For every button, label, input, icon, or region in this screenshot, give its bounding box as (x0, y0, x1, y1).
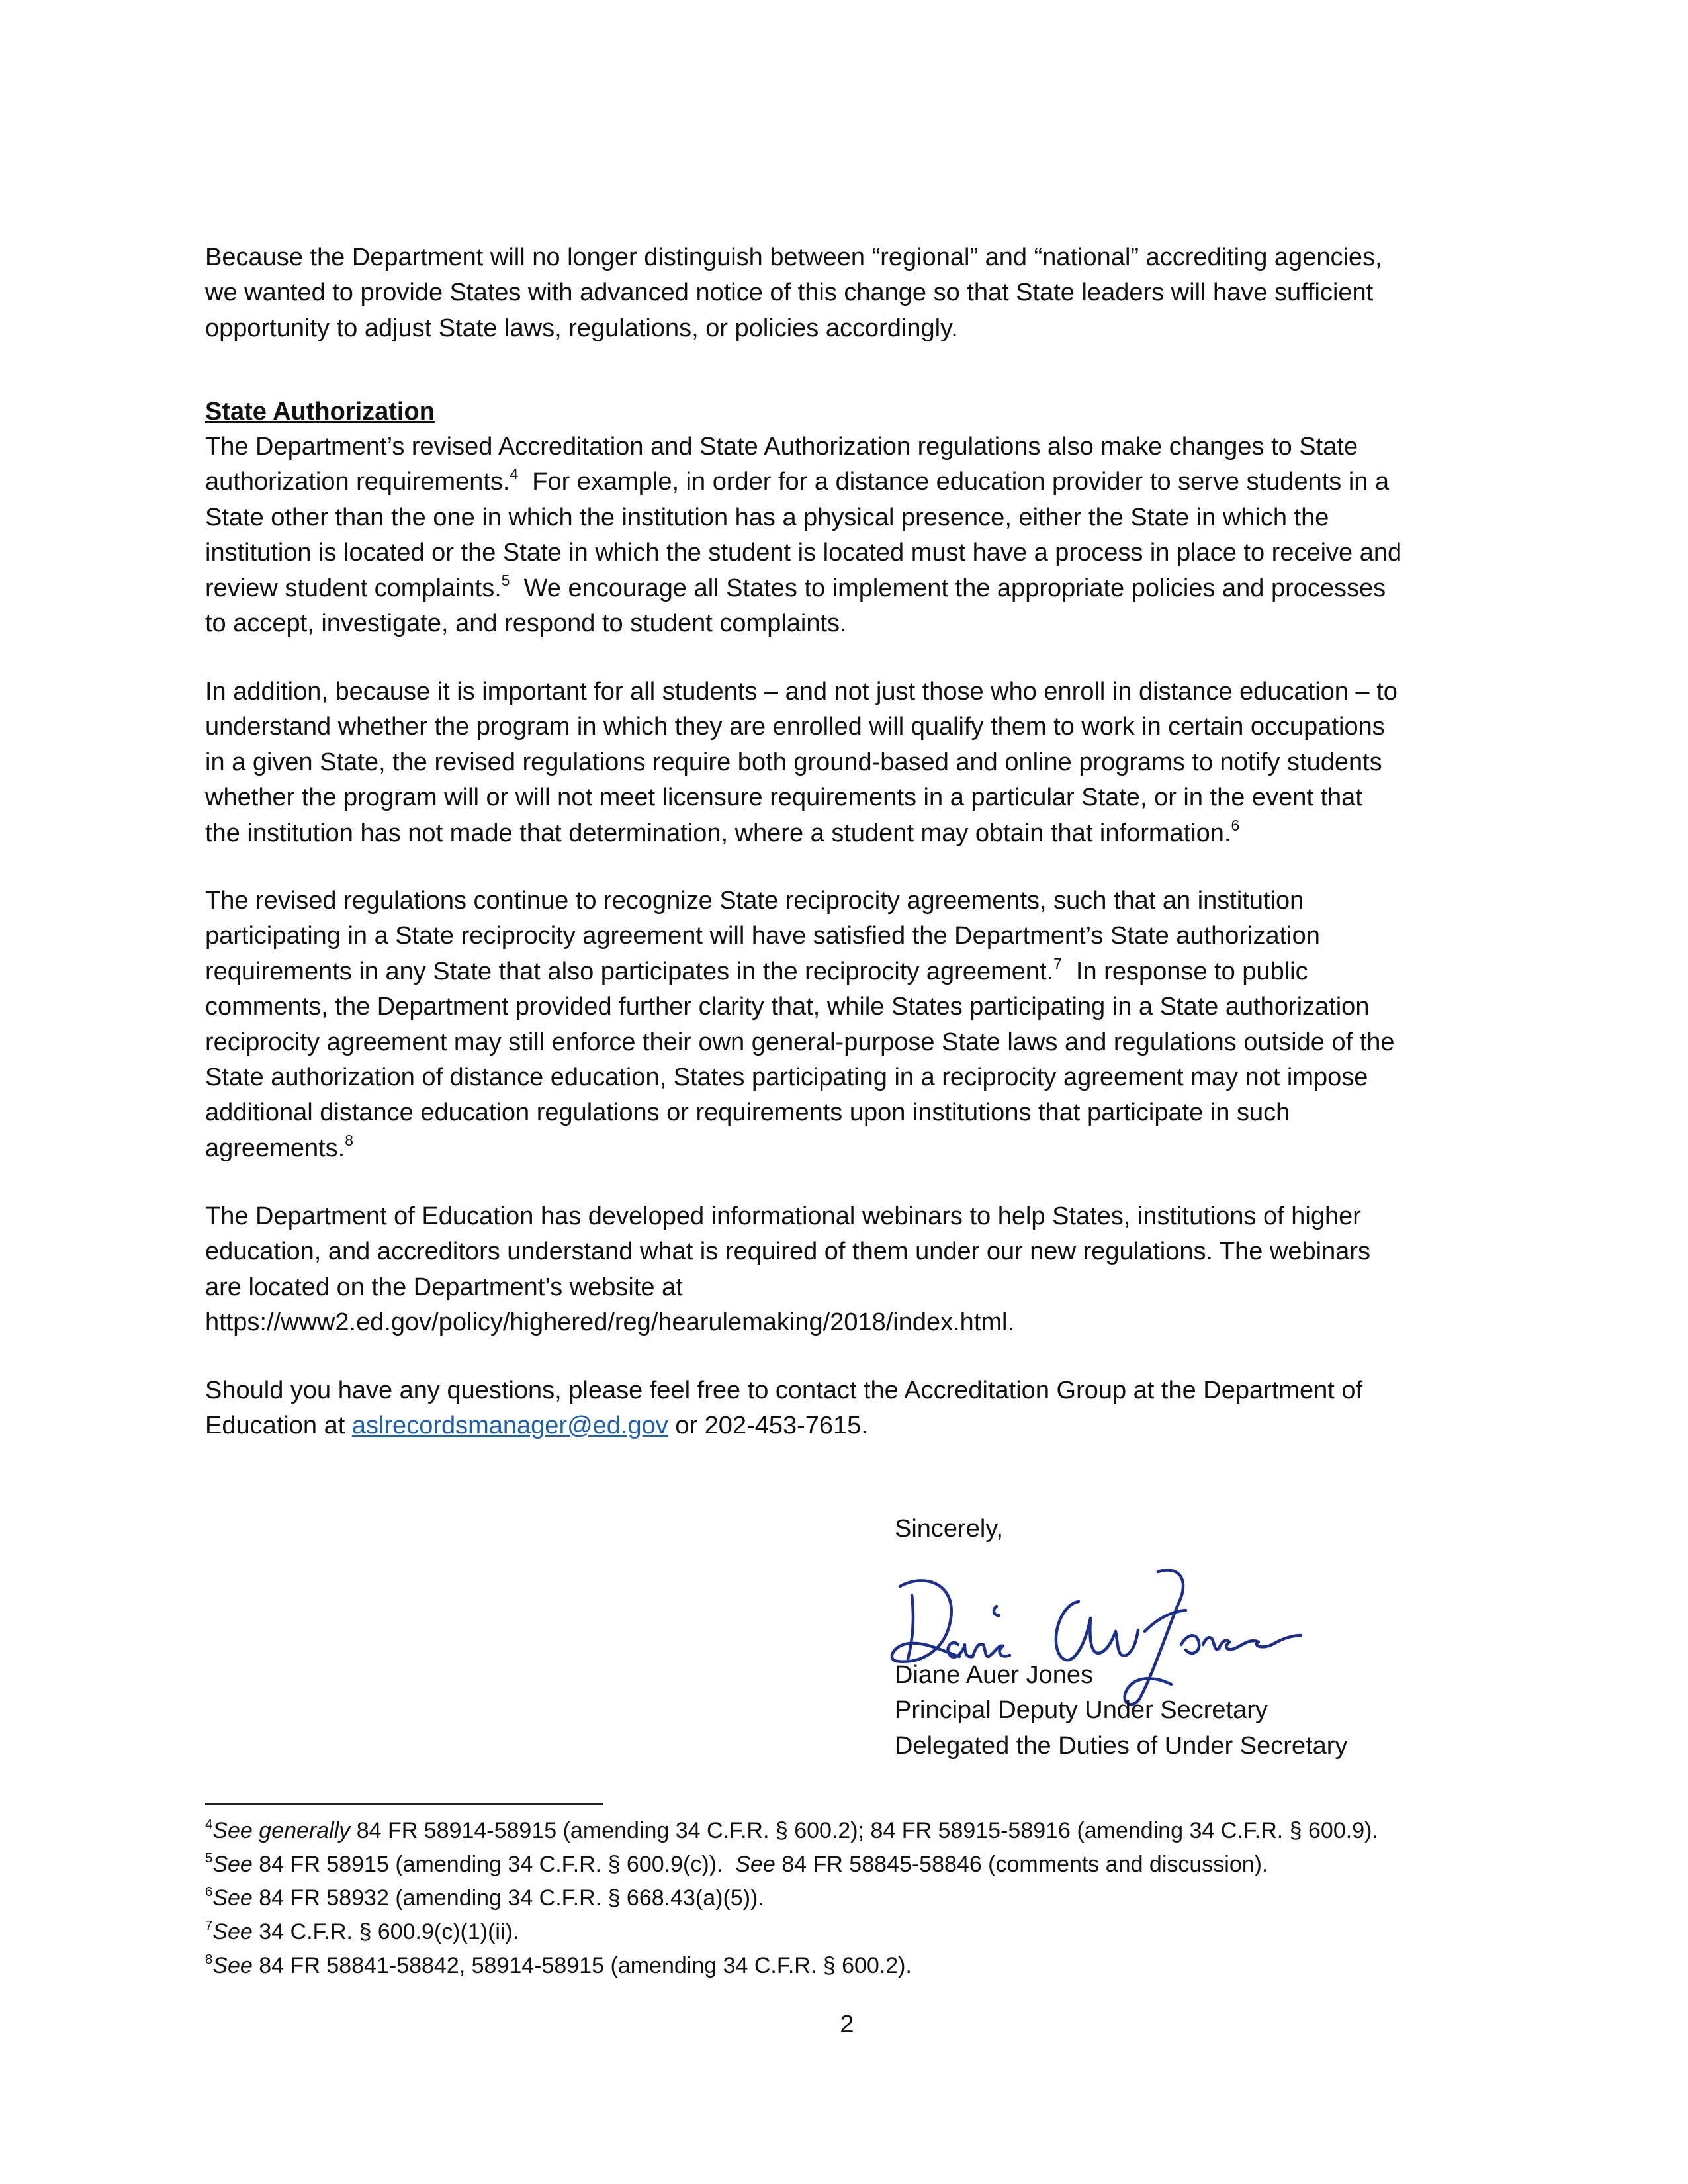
text-line: opportunity to adjust State laws, regulations, or policies accordingly. (205, 314, 958, 342)
page-number: 2 (840, 2011, 854, 2038)
text-line: Because the Department will no longer distinguish between “regional” and “national” accrediting agencies, (205, 244, 1382, 271)
footnote-ref: 4 (510, 465, 519, 483)
footnote-text: 34 C.F.R. § 600.9(c)(1)(ii). (252, 1919, 519, 1944)
footnote-number: 4 (205, 1817, 213, 1832)
text-segment: the institution has not made that determination, where a student may obtain that information. (205, 819, 1231, 847)
text-line (205, 571, 1522, 606)
text-segment: requirements in any State that also participates in the reciprocity agreement. (205, 957, 1054, 985)
citation-signal: See (212, 1852, 253, 1877)
footnote-5 (205, 1848, 1562, 1880)
text-line: State other than the one in which the institution has a physical presence, either the State in which the (205, 503, 1329, 531)
citation-signal: See generally (212, 1818, 351, 1843)
footnote-4 (205, 1815, 1562, 1846)
signatory-block (895, 1658, 1490, 1764)
footnote-7 (205, 1916, 1562, 1948)
paragraph-licensure (205, 674, 1522, 851)
footnote-text: 84 FR 58845-58846 (comments and discussion). (775, 1852, 1268, 1877)
footnote-text: 84 FR 58841-58842, 58914-58915 (amending 34 C.F.R. § 600.2). (252, 1953, 912, 1978)
footnote-ref: 6 (1231, 816, 1240, 834)
footnote-text: 84 FR 58932 (amending 34 C.F.R. § 668.43(a)(5)). (252, 1886, 764, 1911)
text-line: The revised regulations continue to recognize State reciprocity agreements, such that an institution (205, 887, 1304, 915)
footnote-number: 5 (205, 1850, 213, 1866)
text-line: The Department’s revised Accreditation and State Authorization regulations also make changes to State (205, 433, 1358, 461)
footnote-ref: 5 (501, 571, 510, 589)
text-line (205, 465, 1522, 500)
text-line (205, 1408, 1522, 1443)
text-line: State authorization of distance education, States participating in a reciprocity agreement may not impose (205, 1064, 1368, 1092)
section-heading: State Authorization (205, 398, 435, 426)
text-line: whether the program will or will not meet licensure requirements in a particular State, or in the event that (205, 784, 1362, 812)
text-line: In addition, because it is important for all students – and not just those who enroll in distance education – to (205, 678, 1398, 705)
footnote-number: 7 (205, 1918, 213, 1933)
footnote-ref: 8 (345, 1131, 353, 1149)
email-link[interactable]: aslrecordsmanager@ed.gov (351, 1412, 668, 1440)
text-line: institution is located or the State in which the student is located must have a process in place to receive and (205, 539, 1402, 567)
paragraph-regional-national (205, 240, 1522, 346)
footnote-8 (205, 1950, 1562, 1981)
footnote-number: 6 (205, 1884, 213, 1899)
footnote-text: 84 FR 58914-58915 (amending 34 C.F.R. § 600.2); 84 FR 58915-58916 (amending 34 C.F.R. § 600.9). (350, 1818, 1378, 1843)
paragraph-reciprocity (205, 884, 1522, 1166)
text-line: education, and accreditors understand what is required of them under our new regulations. The webinars (205, 1238, 1371, 1266)
text-line: we wanted to provide States with advanced notice of this change so that State leaders will have sufficient (205, 279, 1374, 307)
text-line: reciprocity agreement may still enforce their own general-purpose State laws and regulations outside of the (205, 1028, 1395, 1056)
text-line: are located on the Department’s website at (205, 1273, 683, 1301)
webinar-url: https://www2.ed.gov/policy/highered/reg/hearulemaking/2018/index.html. (205, 1308, 1015, 1337)
text-segment: In response to public (1061, 957, 1308, 985)
text-line (205, 816, 1522, 851)
footnote-6 (205, 1882, 1562, 1914)
signatory-name: Diane Auer Jones (895, 1661, 1093, 1689)
text-segment: or 202-453-7615. (668, 1412, 868, 1440)
text-segment: For example, in order for a distance education provider to serve students in a (518, 468, 1390, 496)
citation-signal: See (212, 1886, 253, 1911)
text-line: in a given State, the revised regulations require both ground-based and online programs to notify students (205, 748, 1382, 776)
text-line (205, 954, 1522, 989)
text-line: The Department of Education has developed informational webinars to help States, institutions of higher (205, 1203, 1361, 1230)
paragraph-state-authorization (205, 430, 1522, 641)
text-line: comments, the Department provided further clarity that, while States participating in a State authorization (205, 993, 1370, 1021)
text-line: participating in a State reciprocity agreement will have satisfied the Department’s State authorization (205, 922, 1320, 950)
text-line: to accept, investigate, and respond to student complaints. (205, 610, 847, 638)
text-line (205, 1131, 1522, 1166)
text-line: understand whether the program in which they are enrolled will qualify them to work in certain occupations (205, 713, 1385, 741)
paragraph-contact (205, 1373, 1522, 1444)
text-segment: We encourage all States to implement the appropriate policies and processes (510, 574, 1386, 602)
text-segment: review student complaints. (205, 574, 502, 602)
signatory-title: Principal Deputy Under Secretary (895, 1696, 1268, 1725)
footnote-ref: 7 (1053, 954, 1062, 972)
citation-signal: See (735, 1852, 776, 1877)
text-line: Should you have any questions, please feel free to contact the Accreditation Group at the Department of (205, 1377, 1363, 1404)
text-line: additional distance education regulations or requirements upon institutions that participate in such (205, 1099, 1290, 1127)
text-segment: authorization requirements. (205, 468, 510, 496)
salutation: Sincerely, (895, 1515, 1004, 1543)
signatory-title: Delegated the Duties of Under Secretary (895, 1731, 1348, 1760)
text-segment: Education at (205, 1412, 352, 1440)
text-segment: agreements. (205, 1134, 345, 1162)
footnote-divider (205, 1803, 603, 1805)
citation-signal: See (212, 1919, 253, 1944)
paragraph-webinars (205, 1199, 1522, 1341)
footnote-text: 84 FR 58915 (amending 34 C.F.R. § 600.9(c)). (252, 1852, 736, 1877)
citation-signal: See (212, 1953, 253, 1978)
footnote-number: 8 (205, 1952, 213, 1967)
